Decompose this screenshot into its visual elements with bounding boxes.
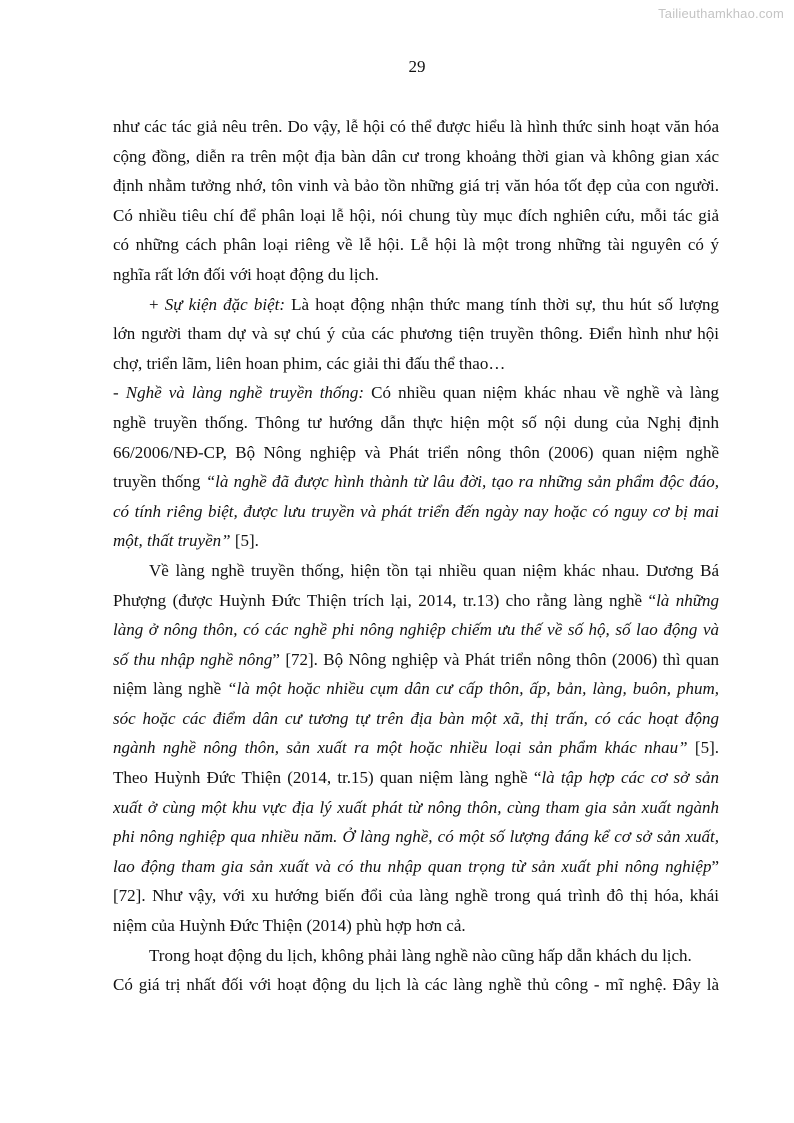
text-run: Theo Huỳnh Đức Thiện (2014, tr.15) quan niệm làng nghề “ [113,768,542,788]
italic-text: lao động tham gia sản xuất và có thu nhập quan trọng từ sản xuất phi nông nghiệp [113,856,712,876]
text-line [113,171,719,201]
document-body [113,112,719,1000]
italic-text: ngành nghề nông thôn, sản xuất ra một hoặc nhiều loại sản phẩm khác nhau” [113,738,688,758]
italic-text: “là một hoặc nhiều cụm dân cư cấp thôn, ấp, bản, làng, buôn, phum, [227,679,719,699]
text-line [113,349,719,379]
text-run: niệm làng nghề [113,679,228,699]
text-run: như các tác giả nêu trên. Do vậy, lễ hội có thể được hiểu là hình thức sinh hoạt văn hóa [113,117,719,136]
italic-text: có tính riêng biệt, được lưu truyền và phát triển đến ngày nay hoặc có nguy cơ bị mai [113,501,719,521]
text-line [113,615,719,645]
text-run: Có giá trị nhất đối với hoạt động du lịch là các làng nghề thủ công - mĩ nghệ. Đây là [113,975,719,995]
text-line [113,142,719,172]
text-line [113,911,719,941]
text-run: + [149,294,165,314]
text-run: [72]. Như vậy, với xu hướng biến đổi của làng nghề trong quá trình đô thị hóa, khái [113,886,719,906]
text-line [113,260,719,290]
text-line [113,970,719,1000]
page-number: 29 [408,57,426,76]
text-run: Có nhiều quan niệm khác nhau về nghề và làng [364,383,719,403]
italic-text: là tập hợp các cơ sở sản [541,768,719,788]
text-run: [5]. [230,531,259,551]
text-run: định nhằm tưởng nhớ, tôn vinh và bảo tồn những giá trị văn hóa tốt đẹp của con người. [113,176,719,196]
text-line [113,319,719,349]
italic-text: xuất ở cùng một khu vực địa lý xuất phát từ nông thôn, cùng tham gia sản xuất ngành [113,797,719,817]
text-line [113,733,719,763]
text-run: Phượng (được Huỳnh Đức Thiện trích lại, 2014, tr.13) cho rằng làng nghề “ [113,590,657,610]
text-run: Có nhiều tiêu chí để phân loại lễ hội, nói chung tùy mục đích nghiên cứu, mỗi tác giả [113,205,719,225]
text-line [113,230,719,260]
italic-text: một, thất truyền” [113,531,231,551]
text-run: nghề truyền thống. Thông tư hướng dẫn thực hiện một số nội dung của Nghị định [113,412,719,432]
text-run: ” [711,856,719,876]
text-run: nghĩa rất lớn đối với hoạt động du lịch. [113,264,379,284]
text-line [113,467,719,497]
text-line [113,378,719,408]
italic-text: phi nông nghiệp qua nhiều năm. Ở làng nghề, có một số lượng đáng kể cơ sở sản xuất, [113,827,719,847]
text-line [113,822,719,852]
italic-text: Sự kiện đặc biệt: [164,294,286,314]
text-run: Trong hoạt động du lịch, không phải làng nghề nào cũng hấp dẫn khách du lịch. [149,945,692,965]
text-run: [5]. [687,738,719,758]
text-run: - [113,383,126,403]
text-run: 66/2006/NĐ-CP, Bộ Nông nghiệp và Phát triển nông thôn (2006) quan niệm nghề [113,442,719,462]
text-run: truyền thống [113,472,206,492]
italic-text: “là nghề đã được hình thành từ lâu đời, tạo ra những sản phẩm độc đáo, [205,472,719,492]
watermark: Tailieuthamkhao.com [658,6,784,21]
text-line [113,793,719,823]
text-line [113,112,719,142]
text-line [113,497,719,527]
text-line [113,408,719,438]
text-run: Về làng nghề truyền thống, hiện tồn tại nhiều quan niệm khác nhau. Dương Bá [149,560,719,580]
text-line [113,645,719,675]
italic-text: số thu nhập nghề nông [113,649,273,669]
text-run: cộng đồng, diễn ra trên một địa bàn dân cư trong khoảng thời gian và không gian xác [113,146,719,166]
text-line [113,941,719,971]
text-line [113,881,719,911]
text-run: chợ, triển lãm, liên hoan phim, các giải thi đấu thể thao… [113,353,506,373]
text-line [113,852,719,882]
italic-text: làng ở nông thôn, có các nghề phi nông nghiệp chiếm ưu thế về số hộ, số lao động và [113,620,719,640]
italic-text: sóc hoặc các điểm dân cư tương tự trên địa bàn một xã, thị trấn, có các hoạt động [113,708,719,728]
text-line [113,674,719,704]
text-line [113,586,719,616]
text-line [113,763,719,793]
text-run: niệm của Huỳnh Đức Thiện (2014) phù hợp hơn cả. [113,916,466,936]
text-run: lớn người tham dự và sự chú ý của các phương tiện truyền thông. Điển hình như hội [113,324,719,344]
text-line [113,290,719,320]
italic-text: Nghề và làng nghề truyền thống: [125,383,365,403]
text-run: Là hoạt động nhận thức mang tính thời sự, thu hút số lượng [285,294,719,314]
text-line [113,704,719,734]
text-line [113,438,719,468]
text-line [113,556,719,586]
italic-text: là những [656,590,719,610]
text-line [113,526,719,556]
text-line [113,201,719,231]
text-run: ” [72]. Bộ Nông nghiệp và Phát triển nông thôn (2006) thì quan [272,649,719,669]
text-run: có những cách phân loại riêng về lễ hội. Lễ hội là một trong những tài nguyên có ý [113,235,719,255]
